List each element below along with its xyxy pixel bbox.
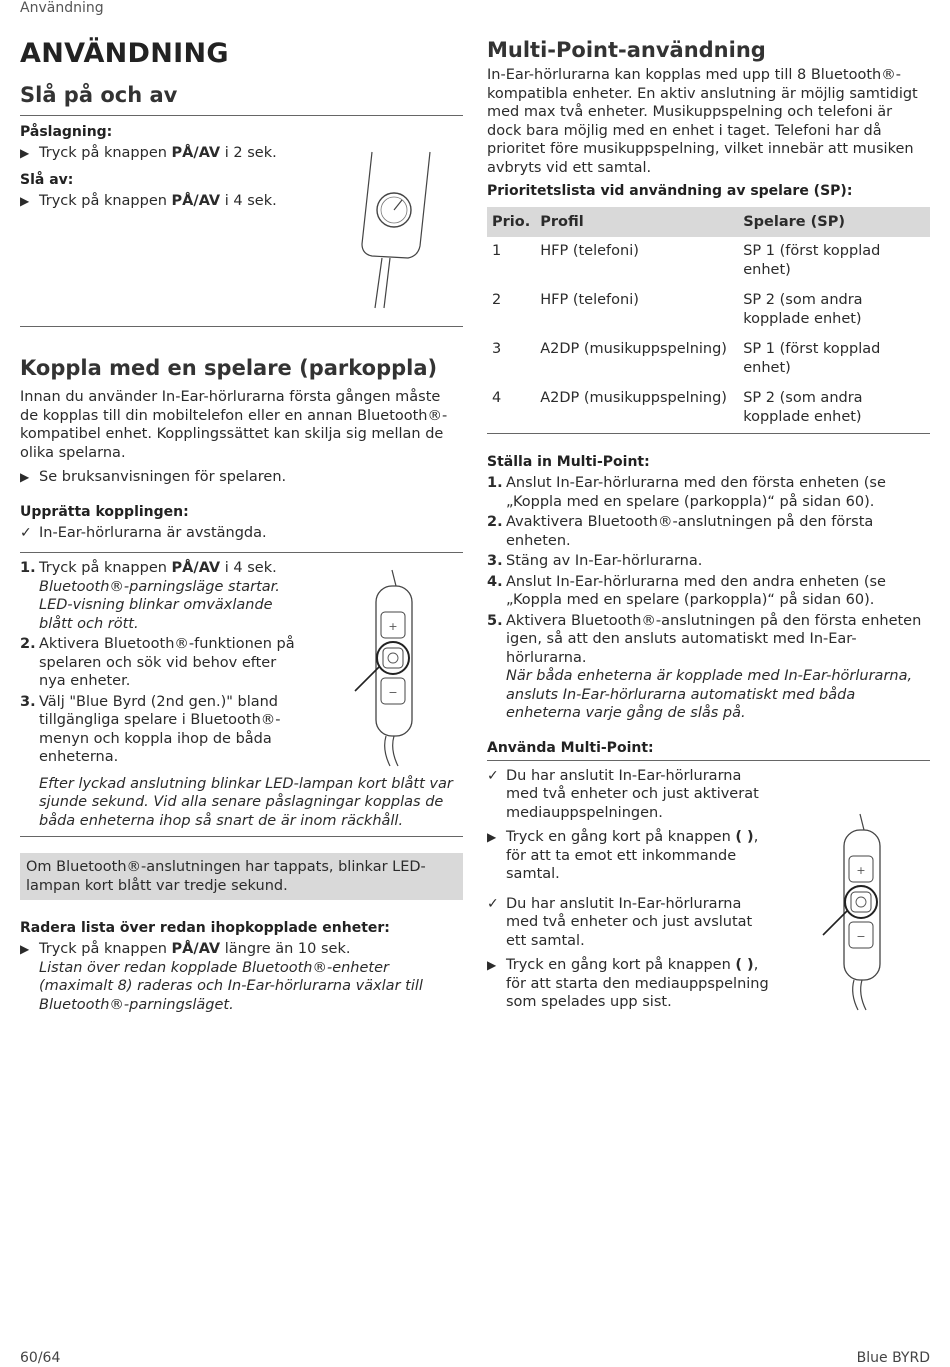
svg-text:+: +	[856, 864, 866, 877]
clear-list-result: Listan över redan kopplade Bluetooth®-enheter (maximalt 8) raderas och In-Ear-hörlurarna växlar till Bluetooth®-parningsläget.	[39, 959, 423, 1013]
table-row: 4 A2DP (musikuppspelning) SP 2 (som andra kopplade enhet)	[487, 384, 930, 434]
power-on-step: ▶ Tryck på knappen PÅ/AV i 2 sek.	[20, 145, 277, 161]
arrow-bullet-icon: ▶	[20, 193, 30, 208]
svg-text:−: −	[856, 930, 866, 943]
running-header: Användning	[20, 0, 104, 16]
mp-step-3: 3. Stäng av In-Ear-hörlurarna.	[487, 553, 703, 569]
use-1-condition: ✓ Du har anslutit In-Ear-hörlurarna med två enheter och just aktiverat mediauppspelningen.	[487, 767, 759, 821]
pairing-heading: Koppla med en spelare (parkoppla)	[20, 356, 438, 380]
pair-step-2: 2. Aktivera Bluetooth®-funktionen på spelaren och sök vid behov efter nya enheter.	[20, 636, 295, 689]
arrow-bullet-icon: ▶	[20, 146, 30, 160]
arrow-bullet-icon: ▶	[487, 830, 497, 844]
remote-power-illustration	[350, 148, 440, 310]
product-name: Blue BYRD	[856, 1350, 930, 1366]
check-icon: ✓	[487, 767, 499, 784]
table-header: Spelare (SP)	[738, 207, 930, 237]
clear-list-label: Radera lista över redan ihopkopplade enheter:	[20, 920, 390, 936]
power-off-step: ▶ Tryck på knappen PÅ/AV i 4 sek.	[20, 192, 277, 209]
pairing-intro: Innan du använder In-Ear-hörlurarna första gången måste de kopplas till din mobiltelefon eller en annan Bluetooth®-kompatibel enhet. Kopplingssättet kan skilja sig mellan de olika spelarna.	[20, 389, 448, 461]
use-1-step: ▶ Tryck en gång kort på knappen ( ), för att ta emot ett inkommande samtal.	[487, 829, 759, 882]
mp-step-1: 1. Anslut In-Ear-hörlurarna med den första enheten (se „Koppla med en spelare (parkoppla)“ på sidan 60).	[487, 475, 886, 510]
note-box: Om Bluetooth®-anslutningen har tappats, blinkar LED-lampan kort blått var tredje sekund.	[20, 853, 463, 900]
table-row: 1 HFP (telefoni) SP 1 (först kopplad enhet)	[492, 243, 881, 278]
pair-step-1-result: Bluetooth®-parningsläge startar. LED-visning blinkar omväxlande blått och rött.	[39, 578, 280, 632]
clear-list-step: ▶ Tryck på knappen PÅ/AV längre än 10 sek. Listan över redan kopplade Bluetooth®-enheter (maximalt 8) raderas och In-Ear-hörlurarna växlar till Bluetooth®-parningsläget.	[20, 941, 423, 1013]
pair-step-1: 1. Tryck på knappen PÅ/AV i 4 sek. Bluetooth®-parningsläge startar. LED-visning blinkar omväxlande blått och rött.	[20, 560, 280, 632]
setup-label: Upprätta kopplingen:	[20, 503, 189, 520]
remote-multipoint-illustration	[818, 812, 888, 1012]
table-row: 3 A2DP (musikuppspelning) SP 1 (först kopplad enhet)	[492, 341, 881, 376]
table-row: 2 HFP (telefoni) SP 2 (som andra kopplade enhet)	[492, 292, 863, 327]
multipoint-setup-label: Ställa in Multi-Point:	[487, 454, 650, 470]
page-title: ANVÄNDNING	[20, 38, 229, 69]
power-on-label: Påslagning:	[20, 124, 113, 140]
onoff-heading: Slå på och av	[20, 83, 463, 116]
multipoint-use-label: Använda Multi-Point:	[487, 740, 930, 761]
multipoint-heading: Multi-Point-användning	[487, 38, 766, 62]
page-number: 60/64	[20, 1350, 61, 1366]
pairing-result: Efter lyckad anslutning blinkar LED-lampan kort blått var sjunde sekund. Vid alla senare påslagningar kopplas de båda enheterna ihop så snart de är inom räckhåll.	[20, 775, 463, 838]
multipoint-intro: In-Ear-hörlurarna kan kopplas med upp till 8 Bluetooth®-kompatibla enheter. En aktiv anslutning är möjlig samtidigt med max två enheter. Musikuppspelning och telefoni är dock bara möjlig med en enhet i taget. Telefoni har då prioritet före musikuppspelning, vilket innebär att musiken avbryts vid ett samtal.	[487, 67, 918, 176]
power-off-label: Slå av:	[20, 171, 74, 188]
arrow-bullet-icon: ▶	[487, 958, 497, 972]
use-2-step: ▶ Tryck en gång kort på knappen ( ), för att starta den mediauppspelning som spelades upp sist.	[487, 957, 769, 1010]
mp-step-result: När båda enheterna är kopplade med In-Ear-hörlurarna, ansluts In-Ear-hörlurarna automatiskt med båda enheterna varje gång de slås på.	[506, 668, 913, 721]
check-icon: ✓	[20, 524, 32, 541]
precondition: ✓ In-Ear-hörlurarna är avstängda.	[20, 524, 463, 554]
mp-step-5: 5. Aktivera Bluetooth®-anslutningen på den första enheten igen, så att den ansluts automatiskt med In-Ear-hörlurarna. När båda enheterna är kopplade med In-Ear-hörlurarna, ansluts In-Ear-hörlurarna automatiskt med båda enheterna varje gång de slås på.	[487, 612, 922, 721]
priority-table	[487, 207, 930, 434]
mp-step-2: 2. Avaktivera Bluetooth®-anslutningen på den första enheten.	[487, 514, 874, 549]
divider	[20, 326, 463, 327]
remote-button-illustration	[350, 568, 420, 768]
check-icon: ✓	[487, 895, 499, 912]
priority-table-label: Prioritetslista vid användning av spelare (SP):	[487, 183, 853, 199]
table-header: Prio.	[487, 207, 535, 237]
see-manual-step: ▶ Se bruksanvisningen för spelaren.	[20, 469, 287, 485]
use-2-condition: ✓ Du har anslutit In-Ear-hörlurarna med två enheter och just avslutat ett samtal.	[487, 895, 753, 949]
svg-text:−: −	[388, 686, 398, 699]
mp-step-4: 4. Anslut In-Ear-hörlurarna med den andra enheten (se „Koppla med en spelare (parkoppla)“ på sidan 60).	[487, 573, 886, 608]
arrow-bullet-icon: ▶	[20, 942, 30, 956]
table-header: Profil	[535, 207, 738, 237]
svg-text:+: +	[388, 620, 398, 633]
arrow-bullet-icon: ▶	[20, 470, 30, 484]
pair-step-3: 3. Välj "Blue Byrd (2nd gen.)" bland tillgängliga spelare i Bluetooth®-menyn och koppla ihop de båda enheterna.	[20, 693, 281, 765]
